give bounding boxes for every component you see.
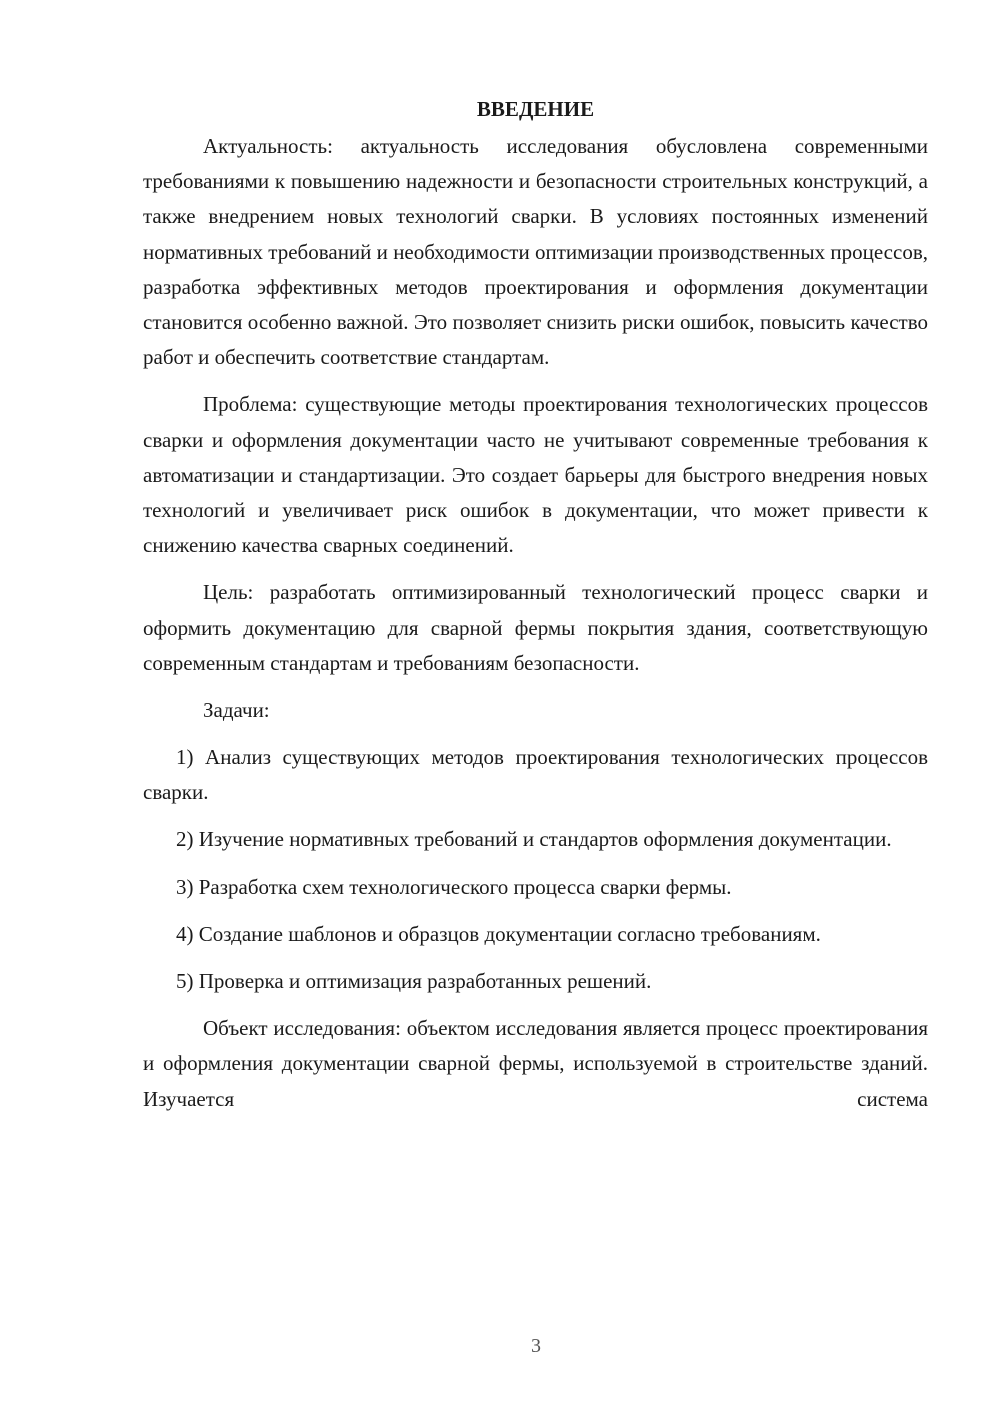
list-item-task-3: 3) Разработка схем технологического процесса сварки фермы.	[176, 874, 732, 899]
paragraph-relevance: Актуальность: актуальность исследования обусловлена современными требованиями к повышению надежности и безопасности строительных конструкций, а также внедрением новых технологий сварки. В условиях постоянных изменений нормативных требований и необходимости оптимизации производственных процессов, разработка эффективных методов проектирования и оформления документации становится особенно важной. Это позволяет снизить риски ошибок, повысить качество работ и обеспечить соответствие стандартам.	[143, 134, 928, 370]
tasks-heading: Задачи:	[203, 698, 270, 723]
paragraph-object: Объект исследования: объектом исследования является процесс проектирования и оформления документации сварной фермы, используемой в строительстве зданий. Изучается система	[143, 1016, 928, 1111]
page-number: 3	[531, 1335, 541, 1357]
list-item-task-1: 1) Анализ существующих методов проектирования технологических процессов сварки.	[143, 745, 928, 805]
paragraph-problem: Проблема: существующие методы проектирования технологических процессов сварки и оформления документации часто не учитывают современные требования к автоматизации и стандартизации. Это создает барьеры для быстрого внедрения новых технологий и увеличивает риск ошибок в документации, что может привести к снижению качества сварных соединений.	[143, 392, 928, 558]
document-page	[143, 92, 928, 1129]
list-item-task-2: 2) Изучение нормативных требований и стандартов оформления документации.	[176, 827, 892, 852]
paragraph-goal: Цель: разработать оптимизированный технологический процесс сварки и оформить документацию для сварной фермы покрытия здания, соответствующую современным стандартам и требованиям безопасности.	[143, 580, 928, 675]
list-item-task-4: 4) Создание шаблонов и образцов документации согласно требованиям.	[176, 921, 821, 946]
list-item-task-5: 5) Проверка и оптимизация разработанных решений.	[176, 969, 652, 994]
page-title: ВВЕДЕНИЕ	[476, 97, 595, 121]
